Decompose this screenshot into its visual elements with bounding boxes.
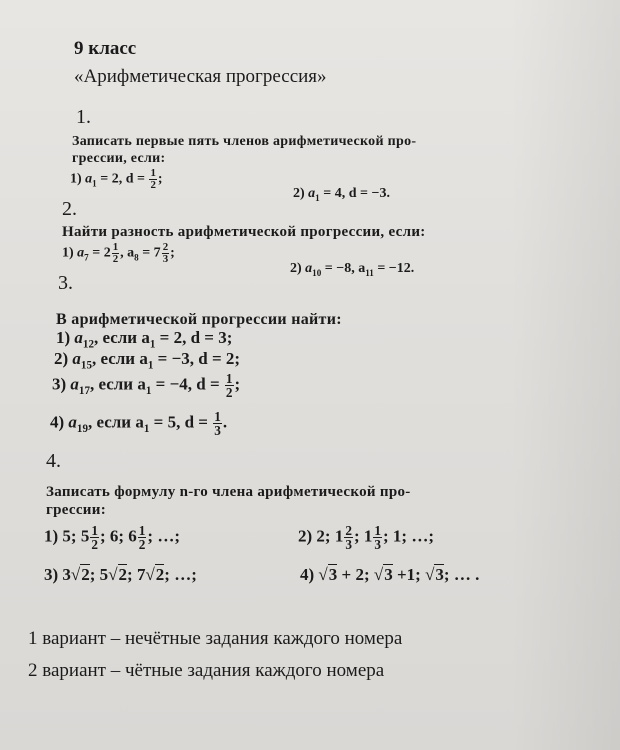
- task-3-item-3: 3) $a_{17}$, если $a_1 = -4$, d = $\frac{1}{2}$ ;: [52, 371, 241, 401]
- task-2-instruction: Найти разность арифметической прогрессии, если:: [62, 224, 426, 240]
- task-1-instruction-line1: Записать первые пять членов арифметической про-: [72, 134, 417, 149]
- task-4-item-4: 4) √3 + 2; √3 +1; √3; … .: [300, 565, 480, 584]
- variant-2-note: 2 вариант – чётные задания каждого номера: [28, 660, 385, 681]
- task-1-item-2: 2) $a_1 = 4$, d = −3.: [293, 186, 390, 203]
- task-1-number: 1.: [76, 106, 91, 128]
- photo-shadow: [510, 0, 620, 750]
- task-2-number: 2.: [62, 198, 77, 220]
- grade-title: 9 класс: [74, 38, 137, 59]
- task-4-item-2: 2) 2; 1 $\frac{2}{3}$ ; 1 $\frac{1}{3}$ ; 1; …;: [298, 523, 434, 553]
- task-3-instruction: В арифметической прогрессии найти:: [56, 311, 342, 328]
- task-4-instruction-line1: Записать формулу n-го члена арифметической про-: [46, 484, 411, 500]
- task-2-item-2: 2) $a_{10} = -8$, $a_{11} = -12$.: [290, 261, 415, 278]
- task-4-item-1: 1) 5; 5 $\frac{1}{2}$ ; 6; 6 $\frac{1}{2}$ ; …;: [44, 523, 180, 553]
- task-1-item-1: 1) $a_1 = 2$, d = $\frac{1}{2}$ ;: [70, 167, 163, 191]
- task-2-item-1: 1) $a_7 = 2$ $\frac{1}{2}$ , $a_8 = 7$ $\frac{2}{3}$ ;: [62, 241, 175, 265]
- task-4-instruction-line2: грессии:: [46, 502, 106, 518]
- topic-title: «Арифметическая прогрессия»: [74, 66, 327, 87]
- task-3-item-4: 4) $a_{19}$, если $a_1 = 5$, d = $\frac{1}{3}$ .: [50, 409, 228, 439]
- task-4-number: 4.: [46, 450, 61, 472]
- variant-1-note: 1 вариант – нечётные задания каждого номера: [28, 628, 403, 649]
- task-3-item-2: 2) $a_{15}$, если $a_1 = -3$, d = 2;: [54, 349, 241, 372]
- task-1-instruction-line2: грессии, если:: [72, 151, 166, 166]
- task-3-item-1: 1) $a_{12}$, если $a_1 = 2$, d = 3;: [56, 328, 233, 351]
- task-4-item-3: 3) 3√2; 5√2; 7√2; …;: [44, 565, 197, 584]
- task-3-number: 3.: [58, 272, 73, 294]
